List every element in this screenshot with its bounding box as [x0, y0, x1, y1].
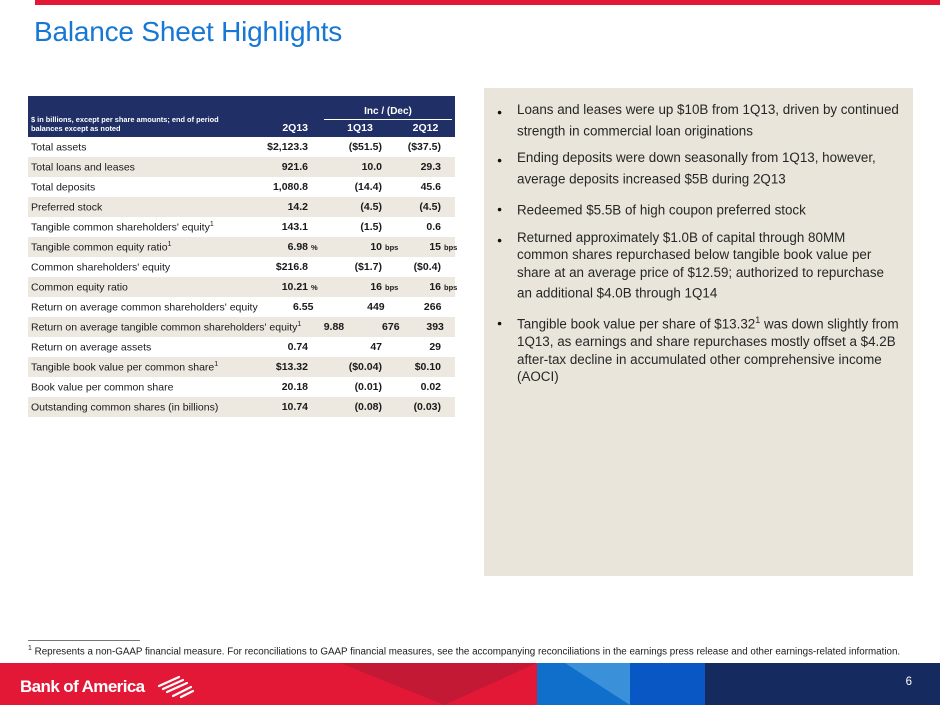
footer-blue-band-mid — [630, 663, 705, 705]
footer-red-chevron — [340, 663, 537, 705]
row-label: Tangible common shareholders' equity$^1$ — [31, 220, 214, 234]
row-label: Preferred stock — [31, 201, 103, 214]
row-label: Return on average assets — [31, 341, 152, 354]
row-value-2q13: $2,123.3 — [267, 141, 308, 153]
row-label: Return on average common shareholders' equity — [31, 301, 258, 314]
top-accent-bar — [35, 0, 940, 5]
col-header-2q12: 2Q12 — [412, 122, 439, 134]
table-row — [28, 237, 458, 257]
table-row — [28, 257, 455, 277]
row-unit-percent: % — [311, 282, 318, 292]
row-value-2q13: 921.6 — [281, 161, 308, 173]
row-unit-bps-2q12: bps — [444, 282, 458, 292]
row-unit-bps-2q12: bps — [444, 242, 458, 252]
row-label: Total assets — [31, 141, 87, 154]
table-header — [28, 96, 455, 137]
col-header-2q13: 2Q13 — [282, 122, 308, 134]
row-value-2q12: ($37.5) — [407, 141, 441, 153]
footnote-superscript: 1 — [28, 645, 32, 652]
bullet-item: ● Ending deposits were down seasonally from 1Q13, however, average deposits increased $5B during 2Q13 — [484, 149, 899, 187]
row-unit-bps-1q13: bps — [385, 242, 399, 252]
table-body — [28, 137, 458, 417]
row-value-2q12: (4.5) — [419, 201, 441, 213]
row-value-2q12: $0.10 — [414, 361, 441, 373]
row-label: Common shareholders' equity — [31, 261, 171, 274]
row-value-1q13: ($0.04) — [348, 361, 382, 373]
row-value-2q13: 10.74 — [281, 401, 308, 413]
row-value-1q13: (4.5) — [360, 201, 382, 213]
row-value-1q13: (0.01) — [354, 381, 382, 393]
table-row — [28, 157, 455, 177]
row-label: Common equity ratio — [31, 281, 128, 294]
row-label: Total loans and leases — [31, 161, 135, 174]
row-value-1q13: 449 — [367, 301, 385, 313]
bullet-item: ● Redeemed $5.5B of high coupon preferred stock — [484, 198, 899, 219]
row-value-2q13: 143.1 — [281, 221, 308, 233]
table-row — [28, 317, 455, 337]
col-header-1q13: 1Q13 — [347, 122, 373, 134]
footnote-divider — [28, 640, 140, 641]
row-value-2q13: 9.88 — [323, 321, 345, 333]
row-value-1q13: (14.4) — [354, 181, 382, 193]
row-value-1q13: 47 — [370, 341, 382, 353]
flagscape-icon — [153, 675, 197, 699]
row-value-2q12: 16 — [429, 281, 441, 293]
row-value-1q13: ($1.7) — [354, 261, 382, 273]
table-row — [28, 337, 455, 357]
row-value-2q12: 0.02 — [420, 381, 441, 393]
row-value-2q12: 0.6 — [426, 221, 441, 233]
table-header-caption: $ in billions, except per share amounts; end of period balances except as noted — [31, 115, 219, 133]
row-value-2q13: 20.18 — [281, 381, 308, 393]
row-label: Book value per common share — [31, 381, 174, 394]
row-value-1q13: (1.5) — [360, 221, 382, 233]
bullet-item: ● Tangible book value per share of $13.32$^1$ was down slightly from 1Q13, as earnings and share repurchases mostly offset a $4.2B after-tax decline in accumulated other comprehensive income (AOCI) — [484, 312, 899, 385]
bank-of-america-logo-text: Bank of America — [20, 677, 145, 696]
row-value-1q13: (0.08) — [354, 401, 382, 413]
row-value-2q13: $216.8 — [275, 261, 308, 273]
row-value-2q13: 10.21 — [281, 281, 308, 293]
table-row — [28, 177, 455, 197]
period-headers — [250, 122, 455, 137]
row-value-2q13: 6.98 — [287, 241, 308, 253]
table-row — [28, 217, 455, 237]
table-row — [28, 297, 455, 317]
footnote — [28, 645, 928, 657]
footer-banner — [0, 663, 940, 705]
row-unit-percent: % — [311, 242, 318, 252]
page-title: Balance Sheet Highlights — [34, 16, 343, 47]
row-value-1q13: 10 — [370, 241, 382, 253]
table-header-columns — [250, 96, 455, 137]
table-row — [28, 197, 455, 217]
row-label: Tangible common equity ratio$^1$ — [31, 240, 172, 254]
row-value-2q12: 266 — [423, 301, 442, 313]
row-value-1q13: 676 — [382, 321, 400, 333]
table-row — [28, 377, 455, 397]
bank-of-america-logo — [20, 675, 197, 699]
table-row — [28, 397, 455, 417]
row-label: Total deposits — [31, 181, 96, 194]
row-value-1q13: ($51.5) — [348, 141, 382, 153]
table-row — [28, 137, 455, 157]
page-number: 6 — [905, 676, 912, 688]
row-value-2q12: 393 — [426, 321, 444, 333]
row-value-2q13: 1,080.8 — [272, 181, 308, 193]
row-value-1q13: 10.0 — [361, 161, 382, 173]
highlights-panel — [484, 88, 913, 576]
table-row — [28, 357, 455, 377]
row-value-2q13: 6.55 — [293, 301, 314, 313]
row-value-1q13: 16 — [370, 281, 382, 293]
row-value-2q13: 0.74 — [287, 341, 308, 353]
row-value-2q12: 15 — [429, 241, 441, 253]
footnote-text: Represents a non-GAAP financial measure. For reconciliations to GAAP financial measures, see the accompanying reconciliations in the earnings press release and other earnings-related information. — [31, 646, 901, 658]
row-unit-bps-1q13: bps — [385, 282, 399, 292]
row-value-2q13: 14.2 — [287, 201, 308, 213]
bullet-item: ● Loans and leases were up $10B from 1Q13, driven by continued strength in commercial loan originations — [484, 101, 899, 139]
bullet-item: ● Returned approximately $1.0B of capital through 80MM common shares repurchased below tangible book value per share at an average price of $12.59; authorized to repurchase an additional $4.0B through 1Q14 — [484, 229, 899, 302]
row-label: Tangible book value per common share$^1$ — [31, 360, 219, 374]
inc-dec-header: Inc / (Dec) — [324, 106, 452, 120]
row-label: Outstanding common shares (in billions) — [31, 401, 219, 414]
footer-blue-band-light — [537, 663, 630, 705]
row-value-2q12: (0.03) — [413, 401, 441, 413]
row-label: Return on average tangible common shareholders' equity$^1$ — [31, 320, 302, 334]
col-header-spacer — [308, 122, 324, 134]
bullet-list — [484, 101, 899, 386]
row-value-2q13: $13.32 — [275, 361, 308, 373]
row-value-2q12: 29.3 — [420, 161, 441, 173]
row-value-2q12: 45.6 — [420, 181, 441, 193]
row-value-2q12: 29 — [429, 341, 441, 353]
table-row — [28, 277, 458, 297]
balance-sheet-table — [28, 96, 458, 417]
row-value-2q12: ($0.4) — [413, 261, 441, 273]
